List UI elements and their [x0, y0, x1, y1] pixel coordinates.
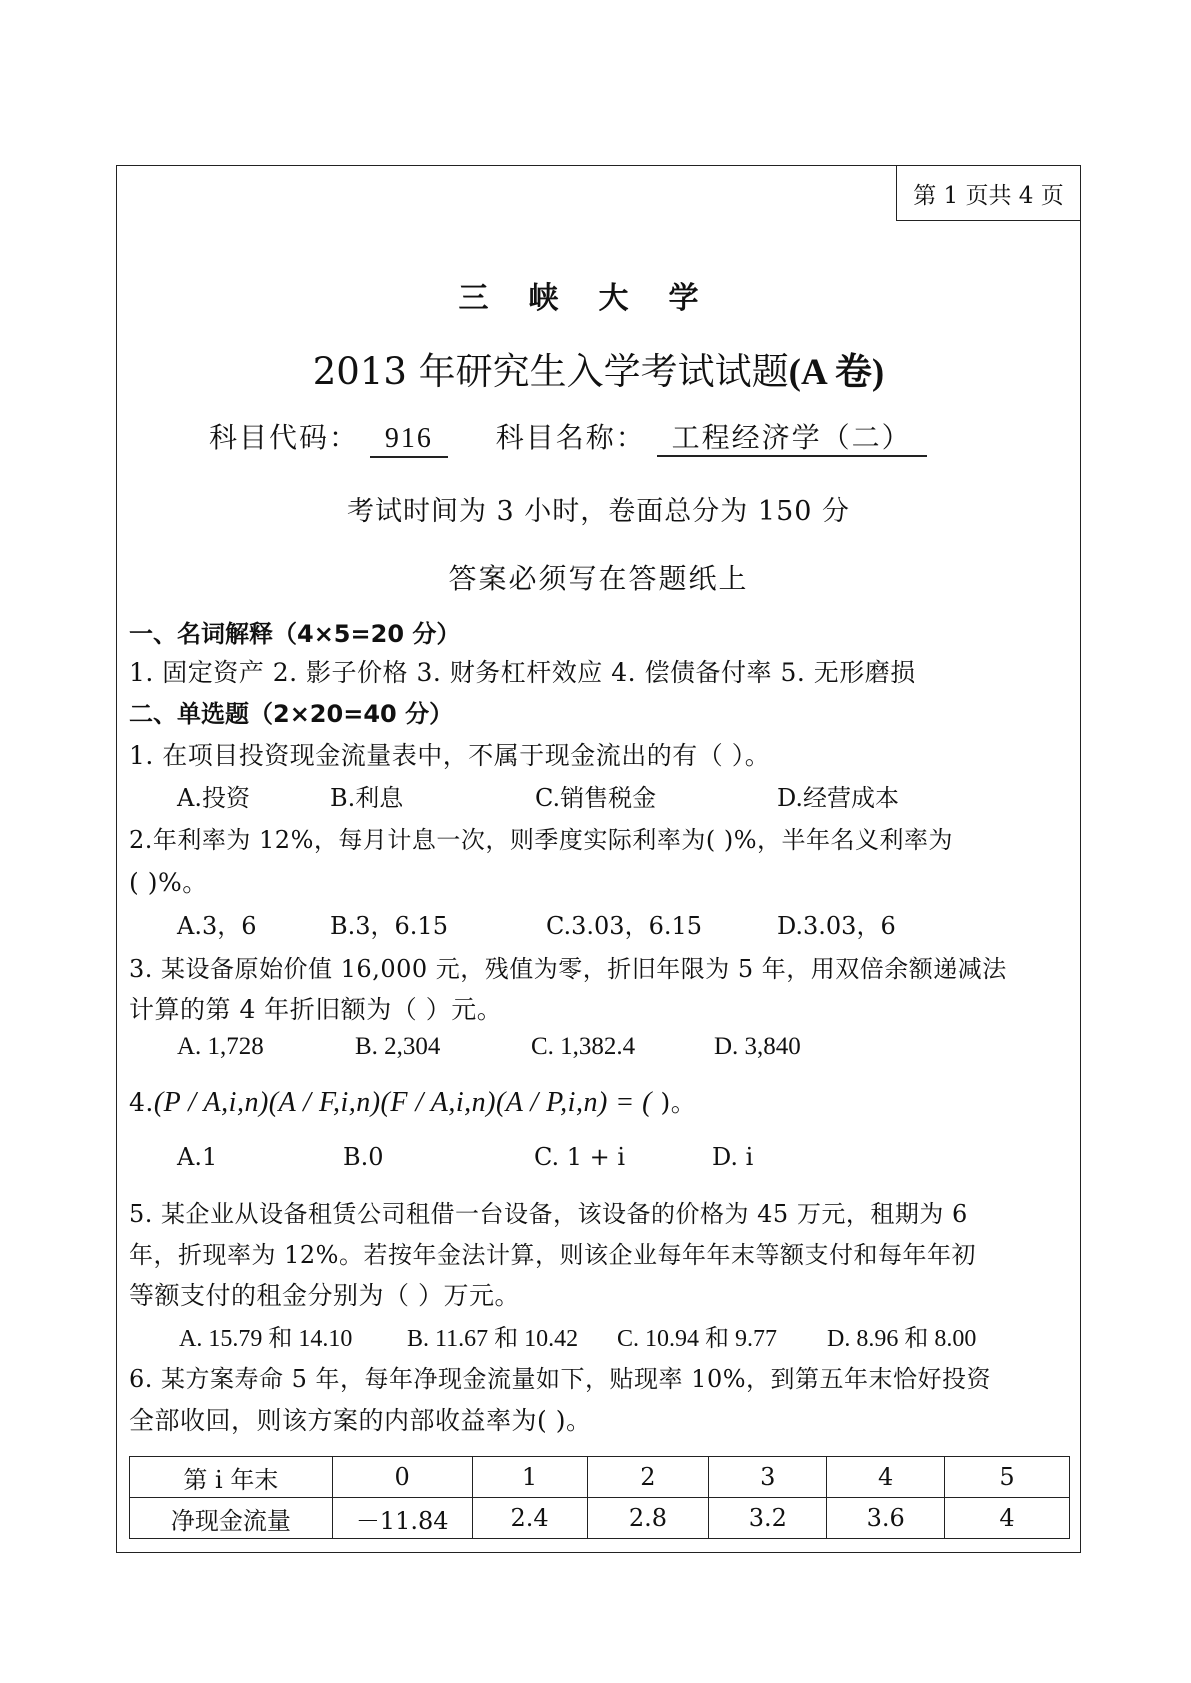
school-name: 三峡大学 — [458, 281, 739, 316]
table-row — [130, 1498, 1070, 1539]
section1-terms: 1. 固定资产 2. 影子价格 3. 财务杠杆效应 4. 偿债备付率 5. 无形磨损 — [129, 658, 916, 687]
table-header-row — [130, 1457, 1070, 1498]
table-cell: 净现金流量 — [130, 1498, 333, 1539]
subject-name: 工程经济学（二） — [657, 420, 927, 457]
q2-option-b: B.3，6.15 — [330, 912, 448, 940]
q4-option-d: D. i — [712, 1143, 754, 1171]
q4-stem — [129, 1083, 696, 1119]
q1-option-a: A.投资 — [177, 784, 250, 812]
q1-option-d: D.经营成本 — [777, 784, 900, 812]
q2-stem-line1: 2.年利率为 12%，每月计息一次，则季度实际利率为( )%，半年名义利率为 — [129, 826, 954, 854]
q2-stem-line2: ( )%。 — [129, 868, 208, 897]
table-cell: 0 — [332, 1457, 472, 1498]
q4-option-a: A.1 — [177, 1143, 218, 1171]
answer-sheet-note: 答案必须写在答题纸上 — [448, 562, 749, 595]
table-cell: 2.8 — [587, 1498, 709, 1539]
table-cell: 2.4 — [472, 1498, 587, 1539]
table-cell: 3 — [709, 1457, 827, 1498]
q4-blank: )。 — [652, 1088, 697, 1117]
q5-option-a: A. 15.79 和 14.10 — [179, 1326, 353, 1352]
cash-flow-table — [129, 1456, 1070, 1539]
subject-code-label: 科目代码： — [209, 421, 360, 454]
table-cell: 第 i 年末 — [130, 1457, 333, 1498]
table-cell: 1 — [472, 1457, 587, 1498]
q4-option-b: B.0 — [343, 1143, 384, 1171]
table-cell: 3.6 — [827, 1498, 945, 1539]
q1-option-c: C.销售税金 — [535, 784, 657, 812]
q6-stem-line2: 全部收回，则该方案的内部收益率为( )。 — [129, 1406, 592, 1435]
table-cell: －11.84 — [332, 1498, 472, 1539]
q4-formula: (P / A,i,n)(A / F,i,n)(F / A,i,n)(A / P,i,n) = ( — [153, 1087, 652, 1118]
q2-option-c: C.3.03，6.15 — [546, 912, 703, 940]
section1-heading: 一、名词解释（4×5=20 分） — [129, 620, 461, 648]
subject-code: 916 — [370, 421, 448, 458]
table-cell: 4 — [945, 1498, 1070, 1539]
q1-stem: 1. 在项目投资现金流量表中，不属于现金流出的有（ ）。 — [129, 741, 771, 770]
q5-option-b: B. 11.67 和 10.42 — [407, 1326, 579, 1352]
page-number-box: 第 1 页共 4 页 — [896, 165, 1081, 221]
q6-stem-line1: 6. 某方案寿命 5 年，每年净现金流量如下，贴现率 10%，到第五年末恰好投资 — [129, 1365, 992, 1393]
q5-option-d: D. 8.96 和 8.00 — [827, 1326, 977, 1352]
exam-page-frame — [116, 165, 1081, 1553]
subject-line — [209, 416, 927, 458]
q5-stem-line1: 5. 某企业从设备租赁公司租借一台设备，该设备的价格为 45 万元，租期为 6 — [129, 1200, 968, 1228]
q3-option-a: A. 1,728 — [177, 1033, 264, 1060]
q1-option-b: B.利息 — [330, 784, 404, 812]
exam-title-paper: (A 卷) — [788, 352, 885, 393]
q5-stem-line3: 等额支付的租金分别为（ ）万元。 — [129, 1281, 520, 1310]
table-cell: 3.2 — [709, 1498, 827, 1539]
table-cell: 4 — [827, 1457, 945, 1498]
q5-stem-line2: 年，折现率为 12%。若按年金法计算，则该企业每年年末等额支付和每年年初 — [129, 1241, 976, 1269]
q4-option-c: C. 1 + i — [534, 1143, 626, 1171]
q5-option-c: C. 10.94 和 9.77 — [617, 1326, 778, 1352]
q2-option-a: A.3，6 — [177, 912, 257, 940]
table-cell: 5 — [945, 1457, 1070, 1498]
table-cell: 2 — [587, 1457, 709, 1498]
exam-title — [117, 341, 1080, 395]
q3-option-c: C. 1,382.4 — [531, 1033, 636, 1060]
q2-option-d: D.3.03，6 — [777, 912, 896, 940]
subject-name-label: 科目名称： — [495, 421, 646, 454]
q4-number: 4. — [129, 1088, 154, 1117]
q3-stem-line1: 3. 某设备原始价值 16,000 元，残值为零，折旧年限为 5 年，用双倍余额递减法 — [129, 955, 1007, 983]
q3-option-b: B. 2,304 — [355, 1033, 441, 1060]
q3-option-d: D. 3,840 — [714, 1033, 801, 1060]
section2-heading: 二、单选题（2×20=40 分） — [129, 700, 454, 728]
exam-title-year: 2013 年研究生入学考试试题 — [312, 350, 789, 393]
q3-stem-line2: 计算的第 4 年折旧额为（ ）元。 — [129, 995, 503, 1024]
exam-time-note: 考试时间为 3 小时，卷面总分为 150 分 — [346, 496, 851, 527]
